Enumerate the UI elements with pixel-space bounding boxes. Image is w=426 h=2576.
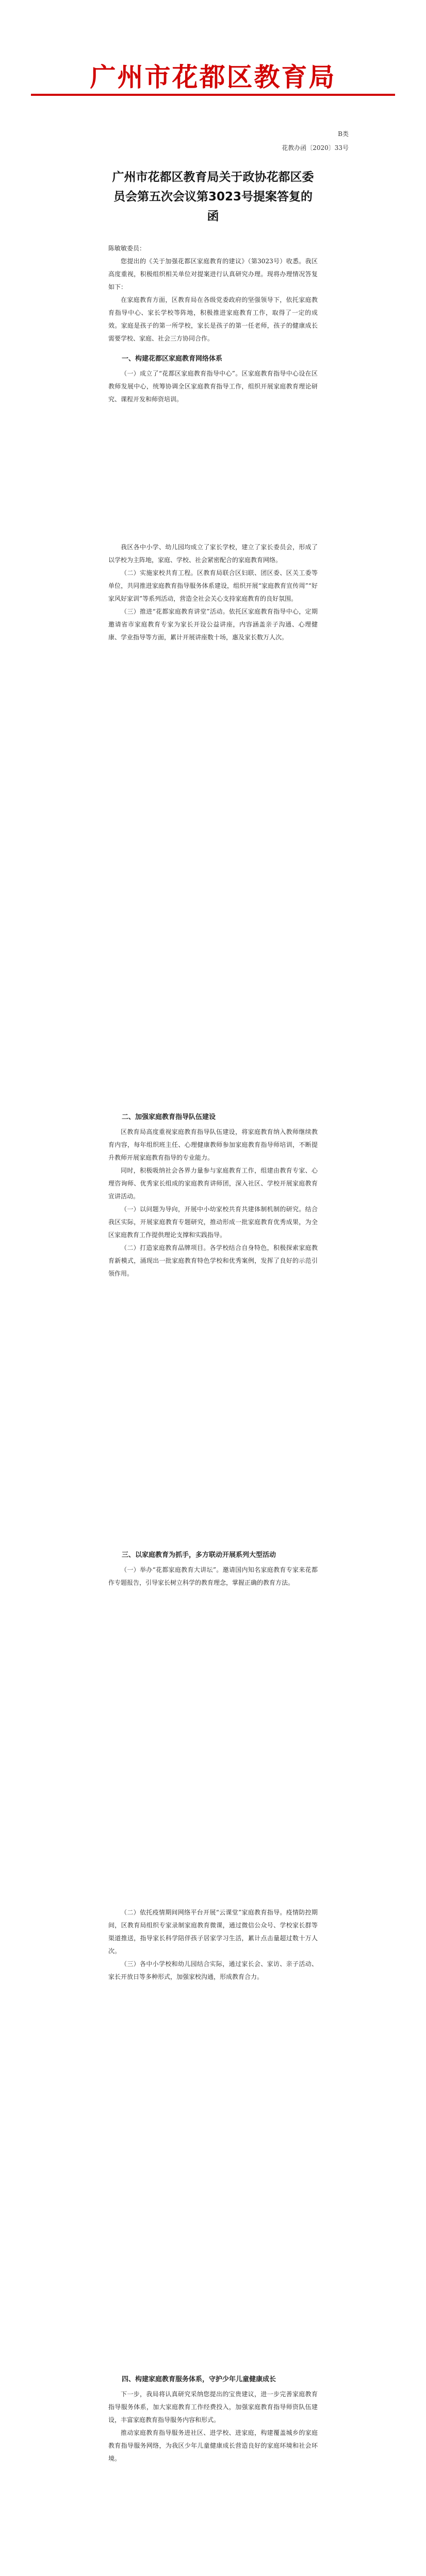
document-title: 广州市花都区教育局关于政协花都区委员会第五次会议第3023号提案答复的函 [112, 171, 314, 223]
body-paragraph: 下一步，我局将认真研究采纳您提出的宝贵建议，进一步完善家庭教育指导服务体系，加大家庭教育工作经费投入，加强家庭教育指导师资队伍建设，丰富家庭教育指导服务内容和形式。 [108, 2391, 318, 2424]
body-paragraph: （三）各中小学校和幼儿园结合实际，通过家长会、家访、亲子活动、家长开放日等多种形式，加强家校沟通，形成教育合力。 [108, 1960, 318, 1980]
letterhead [0, 0, 426, 103]
intro-paragraph: 您提出的《关于加强花都区家庭教育的建议》（第3023号）收悉。我区高度重视，积极组织相关单位对提案进行认真研究办理。现将办理情况答复如下： [108, 258, 318, 291]
body-paragraph: （三）推进“花都家庭教育讲堂”活动。依托区家庭教育指导中心，定期邀请省市家庭教育专家为家长开设公益讲座，内容涵盖亲子沟通、心理健康、学业指导等方面，累计开展讲座数十场，惠及家长数万人次。 [108, 608, 318, 641]
section-heading: 三、以家庭教育为抓手，多方联动开展系列大型活动 [122, 1551, 276, 1559]
letterhead-title: 广州市花都区教育局 [90, 63, 336, 92]
section-heading: 四、构建家庭教育服务体系，守护少年儿童健康成长 [122, 2376, 276, 2383]
letterhead-red-rule [31, 94, 395, 96]
body-paragraph: （一）成立了“花都区家庭教育指导中心”。区家庭教育指导中心设在区教师发展中心，统筹协调全区家庭教育指导工作，组织开展家庭教育理论研究、课程开发和师资培训。 [108, 370, 318, 403]
document-code: 花教办函〔2020〕33号 [282, 144, 349, 151]
intro-paragraph: 在家庭教育方面，区教育局在各级党委政府的坚强领导下，依托家庭教育指导中心、家长学校等阵地，积极推进家庭教育工作，取得了一定的成效。家庭是孩子的第一所学校，家长是孩子的第一任老师，孩子的健康成长需要学校、家庭、社会三方协同合作。 [108, 296, 318, 342]
body-text [108, 1546, 318, 1589]
body-paragraph: 区教育局高度重视家庭教育指导队伍建设，将家庭教育纳入教师继续教育内容，每年组织班主任、心理健康教师参加家庭教育指导师培训，不断提升教师开展家庭教育指导的专业能力。 [108, 1128, 318, 1161]
body-paragraph: （二）依托疫情期间网络平台开展“云课堂”家庭教育指导。疫情防控期间，区教育局组织专家录制家庭教育微课，通过微信公众号、学校家长群等渠道推送，指导家长科学陪伴孩子居家学习生活，累计点击量超过数十万人次。 [108, 1909, 318, 1955]
body-text [108, 1906, 318, 1984]
body-paragraph: 我区各中小学、幼儿园均成立了家长学校，建立了家长委员会，形成了以学校为主阵地，家庭、学校、社会紧密配合的家庭教育网络。 [108, 544, 318, 564]
body-paragraph: （一）以问题为导向，开展中小幼家校共育共建体制机制的研究。结合我区实际，开展家庭教育专题研究，推动形成一批家庭教育优秀成果，为全区家庭教育工作提供理论支撑和实践指导。 [108, 1206, 318, 1239]
section-heading: 二、加强家庭教育指导队伍建设 [122, 1113, 216, 1121]
body-text [108, 541, 318, 644]
body-paragraph: （二）打造家庭教育品牌项目。各学校结合自身特色，积极探索家庭教育新模式，涌现出一批家庭教育特色学校和优秀案例，发挥了良好的示范引领作用。 [108, 1244, 318, 1277]
document-class: B类 [338, 130, 349, 138]
section-heading: 一、构建花都区家庭教育网络体系 [122, 355, 223, 363]
body-paragraph: 推动家庭教育指导服务进社区、进学校、进家庭，构建覆盖城乡的家庭教育指导服务网络，为我区少年儿童健康成长营造良好的家庭环境和社会环境。 [108, 2429, 318, 2462]
body-text [108, 2370, 318, 2465]
salutation: 陈敏敏委员： [108, 245, 146, 252]
body-paragraph: （二）实施家校共育工程。区教育局联合区妇联、团区委、区关工委等单位，共同推进家庭教育指导服务体系建设，组织开展“家庭教育宣传周”“好家风好家训”等系列活动，营造全社会关心支持家庭教育的良好氛围。 [108, 569, 318, 602]
body-paragraph: 同时，积极吸纳社会各界力量参与家庭教育工作，组建由教育专家、心理咨询师、优秀家长组成的家庭教育讲师团，深入社区、学校开展家庭教育宣讲活动。 [108, 1167, 318, 1200]
body-text [108, 1108, 318, 1280]
body-text [108, 242, 318, 406]
body-paragraph: （一）举办“花都家庭教育大讲坛”。邀请国内知名家庭教育专家来花都作专题报告，引导家长树立科学的教育理念，掌握正确的教育方法。 [108, 1566, 318, 1586]
